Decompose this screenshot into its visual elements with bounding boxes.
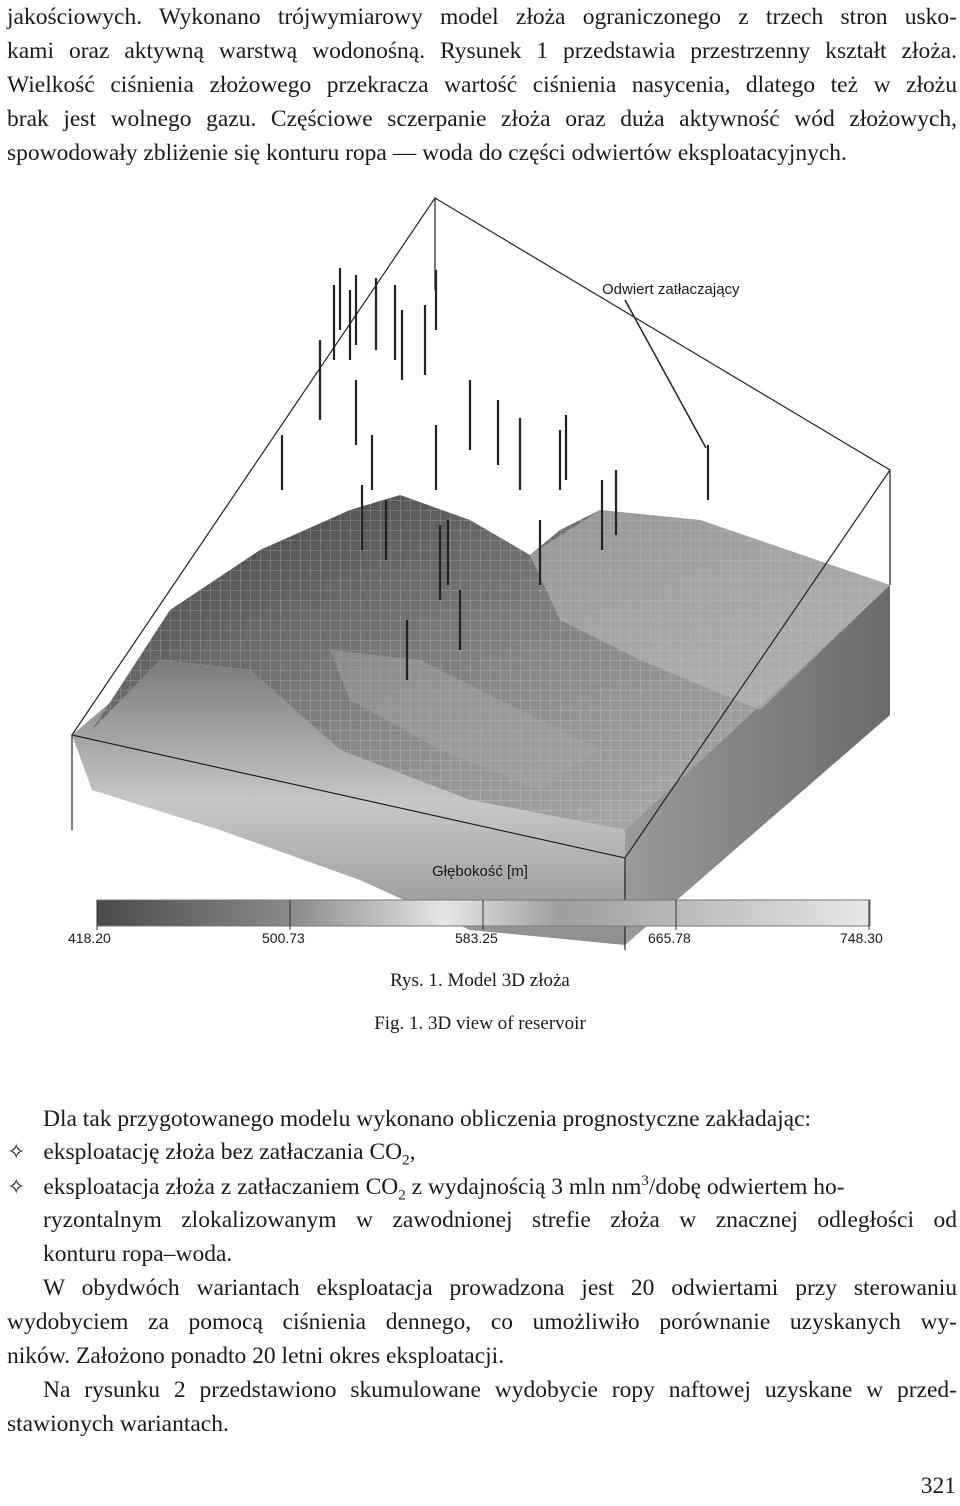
colorbar-tick-label: 665.78: [648, 930, 691, 946]
intro-line-1: jakościowych. Wykonano trójwymiarowy model złoża ograniczonego z trzech stron usko-: [7, 4, 957, 30]
intro-line-2: kami oraz aktywną warstwą wodonośną. Rysunek 1 przedstawia przestrzenny kształt złoża.: [7, 38, 957, 64]
subscript: 2: [398, 1187, 406, 1204]
subscript: 2: [402, 1152, 410, 1169]
intro-paragraph: [7, 0, 957, 170]
page-number: 321: [920, 1473, 956, 1499]
colorbar-tick-label: 748.30: [840, 930, 883, 946]
lead-sentence: Dla tak przygotowanego modelu wykonano obliczenia prognostyczne zakładając:: [43, 1106, 812, 1132]
colorbar-tick-label: 583.25: [455, 930, 498, 946]
paragraph-2-line-3: ników. Założono ponadto 20 letni okres eksploatacji.: [7, 1343, 505, 1369]
intro-line-5: spowodowały zbliżenie się konturu ropa — woda do części odwiertów eksploatacyjnych.: [7, 140, 847, 166]
bullet-1-end: ,: [409, 1139, 416, 1165]
intro-line-4: brak jest wolnego gazu. Częściowe sczerpanie złoża oraz duża aktywność wód złożowych,: [7, 106, 957, 132]
superscript: 3: [641, 1173, 649, 1189]
figure-caption-en: Fig. 1. 3D view of reservoir: [374, 1013, 586, 1034]
figure-caption-pl: Rys. 1. Model 3D złoża: [390, 970, 570, 991]
colorbar-title: Głębokość [m]: [432, 863, 528, 880]
colorbar-tick-label: 500.73: [262, 930, 305, 946]
intro-line-3: Wielkość ciśnienia złożowego przekracza wartość ciśnienia nasycenia, dlatego też w złożu: [7, 72, 957, 98]
colorbar-tick-label: 418.20: [68, 930, 111, 946]
bullet-2-text: eksploatacja złoża z zatłaczaniem CO: [43, 1173, 399, 1200]
reservoir-3d-figure: [0, 190, 960, 950]
diamond-star-icon: ✧: [7, 1140, 26, 1165]
paragraph-2-line-1: W obydwóch wariantach eksploatacja prowadzona jest 20 odwiertami przy sterowaniu: [43, 1275, 957, 1301]
bullet-item-1: [7, 1139, 416, 1170]
paragraph-3-line-2: stawionych wariantach.: [7, 1411, 229, 1437]
bullet-2-line-2: ryzontalnym zlokalizowanym w zawodnionej strefie złoża w znacznej odległości od: [43, 1207, 957, 1233]
injection-well-label: Odwiert zatłaczający: [602, 281, 740, 298]
bullet-2-text-cont: z wydajnością 3 mln nm: [405, 1173, 642, 1200]
bullet-item-2: [7, 1173, 845, 1205]
diamond-star-icon: ✧: [7, 1174, 26, 1200]
paragraph-3-line-1: Na rysunku 2 przedstawiono skumulowane wydobycie ropy naftowej uzyskane w przed-: [43, 1377, 957, 1403]
bullet-2-line-3: konturu ropa–woda.: [43, 1241, 233, 1267]
paragraph-2-line-2: wydobyciem za pomocą ciśnienia dennego, co umożliwiło porównanie uzyskanych wy-: [7, 1309, 957, 1335]
bullet-2-text-end: /dobę odwiertem ho-: [648, 1173, 845, 1200]
bullet-1-text: eksploatację złoża bez zatłaczania CO: [43, 1139, 403, 1165]
annotation-leader-line: [625, 300, 706, 448]
